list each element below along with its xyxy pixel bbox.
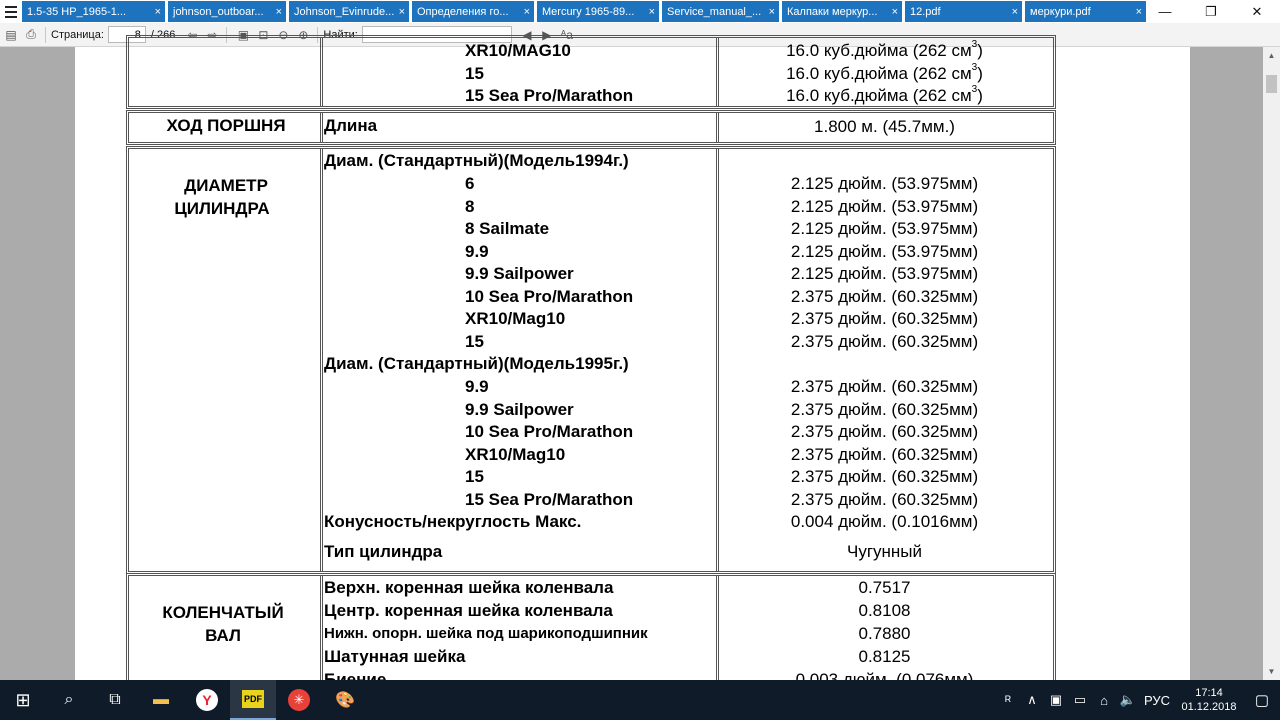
minimize-button[interactable]: — <box>1158 4 1172 19</box>
model-name: 10 Sea Pro/Marathon <box>465 422 634 441</box>
spec-value-tail: ) <box>977 86 983 105</box>
tab[interactable] <box>782 1 902 22</box>
notifications-icon[interactable]: ▢ <box>1254 692 1270 709</box>
page-label: Страница: <box>51 28 104 41</box>
bore-label-line1: ДИАМЕТР <box>184 176 268 195</box>
spec-value <box>716 263 1053 285</box>
crank-param: Шатунная шейка <box>324 647 466 666</box>
tab-bar <box>0 0 1280 23</box>
cylinder-type-label: Тип цилиндра <box>324 542 443 561</box>
zoom-out-icon[interactable]: ⊖ <box>278 27 289 42</box>
spec-value <box>716 196 1053 218</box>
search-icon[interactable]: ⌕ <box>64 691 74 708</box>
menu-icon[interactable] <box>0 0 22 23</box>
spec-value <box>716 40 1053 62</box>
spec-value-text: 2.125 дюйм. (53.975мм) <box>790 264 979 283</box>
tab-close-icon[interactable]: × <box>648 5 655 18</box>
section-label-cell <box>129 38 323 106</box>
tab-label: Mercury 1965-89... <box>542 5 635 18</box>
model-name: 9.9 <box>465 377 489 396</box>
find-prev-icon[interactable]: ◀ <box>522 27 532 42</box>
pdf-page <box>75 39 1190 680</box>
document-viewport[interactable] <box>0 39 1280 680</box>
stroke-value: 1.800 м. (45.7мм.) <box>814 117 955 136</box>
spec-value-tail: ) <box>977 41 983 60</box>
crank-label-line2: ВАЛ <box>205 626 241 645</box>
superscript: 3 <box>971 84 978 95</box>
bore-header-1995: Диам. (Стандартный)(Модель1995г.) <box>324 354 629 373</box>
volume-icon[interactable]: 🔈 <box>1119 692 1137 707</box>
spec-value-text: 16.0 куб.дюйма (262 см <box>786 63 972 83</box>
model-name: 9.9 Sailpower <box>465 399 574 419</box>
clock[interactable] <box>1174 686 1244 714</box>
spec-value-text: 2.125 дюйм. (53.975мм) <box>790 196 979 216</box>
spec-value-text: 2.375 дюйм. (60.325мм) <box>790 422 979 441</box>
crank-value: 0.8125 <box>858 647 911 666</box>
scroll-up-icon[interactable]: ▲ <box>1267 51 1276 60</box>
spec-value-tail: ) <box>977 63 983 83</box>
bore-header-1994: Диам. (Стандартный)(Модель1994г.) <box>324 151 629 170</box>
spec-value <box>716 173 1053 195</box>
spec-value-text: 2.375 дюйм. (60.325мм) <box>790 467 979 486</box>
spec-value-text: 16.0 куб.дюйма (262 см <box>786 41 972 60</box>
fit-page-icon[interactable]: ▣ <box>237 27 250 42</box>
spec-value <box>716 218 1053 240</box>
taper-label: Конусность/некруглость Макс. <box>324 512 582 531</box>
spec-value <box>716 308 1053 330</box>
model-name: 9.9 Sailpower <box>465 264 574 283</box>
tab-close-icon[interactable]: × <box>768 5 775 18</box>
tab[interactable] <box>905 1 1022 22</box>
yandex-browser-icon[interactable]: Y <box>184 680 230 720</box>
page-total: / 266 <box>150 28 176 41</box>
clock-time: 17:14 <box>1195 687 1223 699</box>
find-next-icon[interactable]: ▶ <box>542 27 552 42</box>
taskbar <box>0 680 1280 720</box>
model-name: 9.9 <box>465 241 489 261</box>
spec-value <box>716 444 1053 466</box>
match-case-icon[interactable]: ᴬa <box>560 27 573 42</box>
spec-value-text: 2.375 дюйм. (60.325мм) <box>790 399 979 419</box>
taper-value: 0.004 дюйм. (0.1016мм) <box>790 512 979 531</box>
find-label: Найти: <box>323 28 358 41</box>
stroke-param: Длина <box>324 116 378 135</box>
fit-width-icon[interactable]: ⊡ <box>258 27 269 42</box>
tab[interactable] <box>289 1 409 22</box>
crank-value: 0.7517 <box>858 578 911 597</box>
tab[interactable] <box>662 1 779 22</box>
print-icon[interactable]: ⎙ <box>26 27 36 41</box>
crank-param: Верхн. коренная шейка коленвала <box>324 578 614 597</box>
crank-value: 0.8108 <box>858 601 911 620</box>
close-window-button[interactable]: ✕ <box>1251 3 1263 19</box>
tab[interactable] <box>22 1 165 22</box>
prev-page-icon[interactable]: ⇦ <box>187 27 198 42</box>
toolbar-divider <box>45 27 46 43</box>
model-name: 15 <box>465 467 484 486</box>
model-name: 15 <box>465 331 484 351</box>
spec-value <box>716 376 1053 398</box>
spec-value-text: 2.375 дюйм. (60.325мм) <box>790 444 979 464</box>
model-name: 15 Sea Pro/Marathon <box>465 86 634 105</box>
model-name: XR10/Mag10 <box>465 309 566 328</box>
tab[interactable] <box>168 1 286 22</box>
tab-close-icon[interactable]: × <box>1011 5 1018 18</box>
spec-value <box>716 241 1053 263</box>
superscript: 3 <box>971 61 978 73</box>
tab[interactable] <box>412 1 534 22</box>
model-name: 8 Sailmate <box>465 219 550 238</box>
app-red-icon[interactable]: ✳ <box>276 680 322 720</box>
restore-button[interactable]: ❐ <box>1205 3 1217 19</box>
tab-label: Service_manual_... <box>667 5 762 18</box>
spec-value-text: 2.125 дюйм. (53.975мм) <box>790 241 979 261</box>
people-icon[interactable]: ᴿ <box>1005 692 1011 708</box>
spec-value <box>716 331 1053 353</box>
language-indicator[interactable]: РУС <box>1143 692 1171 708</box>
cylinder-type-value: Чугунный <box>846 542 923 561</box>
model-name: XR10/MAG10 <box>465 41 571 60</box>
scroll-thumb[interactable] <box>1266 75 1277 93</box>
spec-value <box>716 466 1053 488</box>
stroke-label: ХОД ПОРШНЯ <box>166 116 286 135</box>
tab-label: Калпаки меркур... <box>787 5 878 18</box>
bore-label-line2: ЦИЛИНДРА <box>174 199 270 218</box>
tab-close-icon[interactable]: × <box>154 5 161 18</box>
tab-close-icon[interactable]: × <box>398 5 405 18</box>
model-name: 6 <box>465 174 475 193</box>
crank-label-line1: КОЛЕНЧАТЫЙ <box>162 603 284 622</box>
tab-label: 12.pdf <box>910 5 941 18</box>
spec-value-text: 2.125 дюйм. (53.975мм) <box>790 174 979 193</box>
model-name: 15 Sea Pro/Marathon <box>465 489 634 509</box>
next-page-icon[interactable]: ⇨ <box>207 27 218 42</box>
zoom-in-icon[interactable]: ⊕ <box>298 27 309 42</box>
spec-value-text: 2.375 дюйм. (60.325мм) <box>790 331 979 351</box>
battery-icon[interactable]: ▭ <box>1073 692 1087 707</box>
file-explorer-icon[interactable]: ▬ <box>153 691 169 708</box>
model-name: XR10/Mag10 <box>465 444 566 464</box>
tab-close-icon[interactable]: × <box>1135 5 1142 18</box>
task-view-icon[interactable]: ⧉ <box>109 691 121 708</box>
crank-value: 0.7880 <box>858 624 911 643</box>
spec-value-text: 2.375 дюйм. (60.325мм) <box>790 489 979 509</box>
spec-value-text: 16.0 куб.дюйма (262 см <box>786 86 972 105</box>
spec-value-text: 2.375 дюйм. (60.325мм) <box>790 286 979 306</box>
windows-start-icon[interactable]: ⊞ <box>15 689 31 710</box>
tab[interactable] <box>537 1 659 22</box>
tab-label: Johnson_Evinrude... <box>294 5 395 18</box>
tab[interactable] <box>1025 1 1146 22</box>
superscript: 3 <box>971 39 978 50</box>
scroll-down-icon[interactable]: ▼ <box>1267 667 1276 676</box>
tab-close-icon[interactable]: × <box>275 5 282 18</box>
window-controls <box>1142 0 1280 23</box>
network-icon[interactable]: ⌂ <box>1100 692 1108 708</box>
spec-value-text: 2.125 дюйм. (53.975мм) <box>790 219 979 238</box>
model-name: 10 Sea Pro/Marathon <box>465 286 634 306</box>
model-name: 8 <box>465 196 475 216</box>
app-tray-icon[interactable]: ▣ <box>1049 692 1063 707</box>
vertical-scrollbar[interactable] <box>1263 47 1280 680</box>
tab-close-icon[interactable]: × <box>891 5 898 18</box>
system-tray <box>996 680 1280 720</box>
crank-param: Нижн. опорн. шейка под шарикоподшипник <box>324 625 648 642</box>
paint-icon[interactable]: 🎨 <box>335 692 355 709</box>
spec-value-text: 2.375 дюйм. (60.325мм) <box>790 377 979 396</box>
tab-label: 1.5-35 HP_1965-1... <box>27 5 127 18</box>
model-name: 15 <box>465 63 484 83</box>
crank-param: Центр. коренная шейка коленвала <box>324 601 613 620</box>
spec-value <box>716 286 1053 308</box>
spec-value <box>716 85 1053 107</box>
pdf-reader-icon[interactable]: PDF <box>230 680 276 720</box>
tab-label: Определения го... <box>417 5 509 18</box>
spec-value-text: 2.375 дюйм. (60.325мм) <box>790 309 979 328</box>
spec-value <box>716 63 1053 85</box>
open-file-icon[interactable]: ▤ <box>5 27 17 42</box>
spec-value <box>716 489 1053 511</box>
tab-label: johnson_outboar... <box>173 5 264 18</box>
spec-value <box>716 399 1053 421</box>
tab-label: меркури.pdf <box>1030 5 1091 18</box>
clock-date: 01.12.2018 <box>1181 701 1237 713</box>
spec-value <box>716 421 1053 443</box>
tab-close-icon[interactable]: × <box>523 5 530 18</box>
show-hidden-icons[interactable]: ∧ <box>1027 692 1037 707</box>
